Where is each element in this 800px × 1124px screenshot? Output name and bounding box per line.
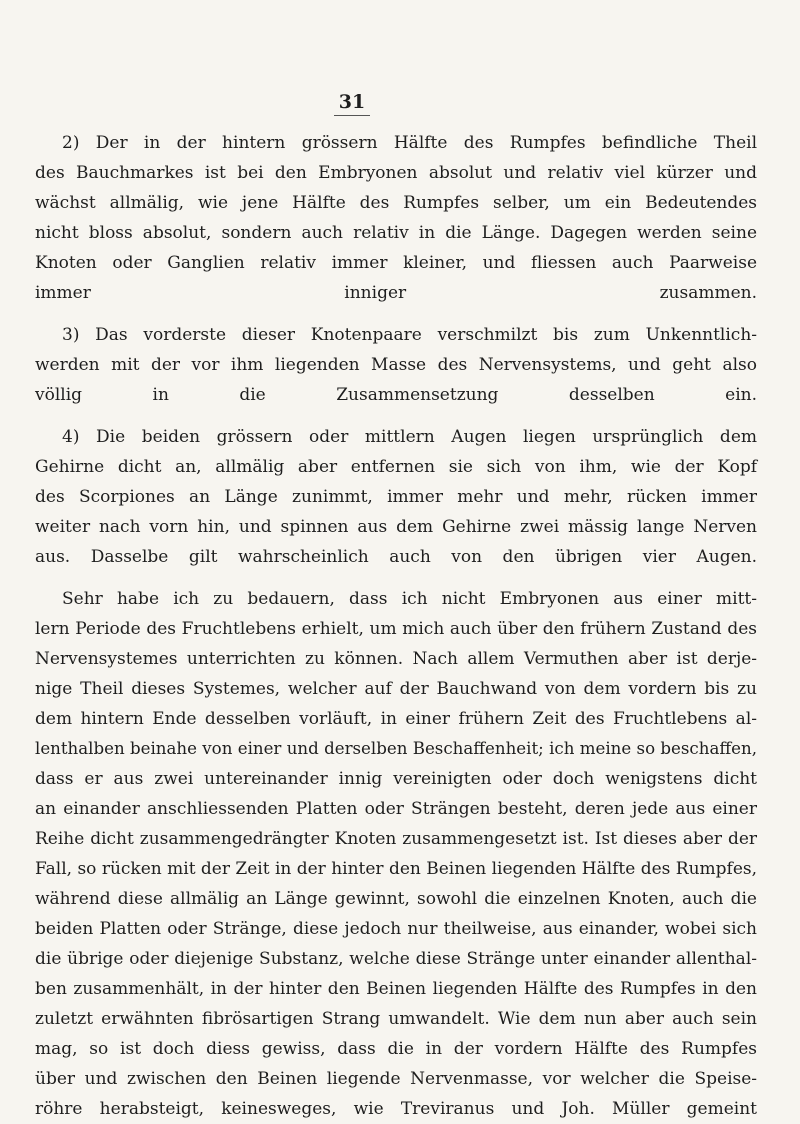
text-line: immer inniger zusammen. [35,283,757,303]
text-line: Sehr habe ich zu bedauern, dass ich nicht Embryonen aus einer mitt- [62,589,758,609]
text-line: aus. Dasselbe gilt wahrscheinlich auch von den übrigen vier Augen. [35,547,757,567]
paragraph-p3 [35,320,757,410]
text-line: Knoten oder Ganglien relativ immer kleiner, und fliessen auch Paarweise [35,253,758,273]
text-line: 4) Die beiden grössern oder mittlern Augen liegen ursprünglich dem [62,427,757,447]
text-line: dass er aus zwei untereinander innig vereinigten oder doch wenigstens dicht [35,769,757,789]
text-line: röhre herabsteigt, keinesweges, wie Treviranus und Joh. Müller gemeint [35,1099,757,1119]
text-line: des Scorpiones an Länge zunimmt, immer mehr und mehr, rücken immer [35,487,757,507]
text-line: nige Theil dieses Systemes, welcher auf der Bauchwand von dem vordern bis zu [35,679,757,699]
text-line: 3) Das vorderste dieser Knotenpaare verschmilzt bis zum Unkenntlich- [62,325,758,345]
text-line: werden mit der vor ihm liegenden Masse des Nervensystems, und geht also [35,355,757,375]
text-line: Reihe dicht zusammengedrängter Knoten zusammengesetzt ist. Ist dieses aber der [35,829,758,849]
text-line: Nervensystemes unterrichten zu können. Nach allem Vermuthen aber ist derje- [35,649,758,669]
paragraph-p5 [35,584,757,1124]
text-line: zuletzt erwähnten fibrösartigen Strang umwandelt. Wie dem nun aber auch sein [35,1009,758,1029]
paragraph-p4 [35,422,757,572]
text-line: weiter nach vorn hin, und spinnen aus dem Gehirne zwei mässig lange Nerven [35,517,757,537]
text-line: nicht bloss absolut, sondern auch relativ in die Länge. Dagegen werden seine [35,223,757,243]
text-line: lern Periode des Fruchtlebens erhielt, um mich auch über den frühern Zustand des [35,619,757,639]
text-line: völlig in die Zusammensetzung desselben ein. [35,385,757,405]
paragraph-p2 [35,128,757,308]
text-line: Gehirne dicht an, allmälig aber entfernen sie sich von ihm, wie der Kopf [35,457,757,477]
text-line: lenthalben beinahe von einer und derselben Beschaffenheit; ich meine so beschaffen, [35,739,757,758]
text-line: 2) Der in der hintern grössern Hälfte des Rumpfes befindliche Theil [62,133,758,153]
text-line: ben zusammenhält, in der hinter den Beinen liegenden Hälfte des Rumpfes in den [35,979,757,999]
text-line: beiden Platten oder Stränge, diese jedoch nur theilweise, aus einander, wobei sich [35,919,758,939]
body-text [35,128,757,1124]
page-number: 31 [334,90,370,116]
text-line: mag, so ist doch diess gewiss, dass die in der vordern Hälfte des Rumpfes [35,1039,757,1059]
text-line: Fall, so rücken mit der Zeit in der hinter den Beinen liegenden Hälfte des Rumpfes, [35,859,758,879]
text-line: die übrige oder diejenige Substanz, welche diese Stränge unter einander allenthal- [35,949,757,969]
text-line: wächst allmälig, wie jene Hälfte des Rumpfes selber, um ein Bedeutendes [35,193,758,213]
text-line: an einander anschliessenden Platten oder Strängen besteht, deren jede aus einer [35,799,757,819]
text-line: dem hintern Ende desselben vorläuft, in einer frühern Zeit des Fruchtlebens al- [35,709,758,729]
text-line: des Bauchmarkes ist bei den Embryonen absolut und relativ viel kürzer und [35,163,758,183]
text-line: während diese allmälig an Länge gewinnt, sowohl die einzelnen Knoten, auch die [35,889,757,909]
text-line: über und zwischen den Beinen liegende Nervenmasse, vor welcher die Speise- [35,1069,758,1089]
